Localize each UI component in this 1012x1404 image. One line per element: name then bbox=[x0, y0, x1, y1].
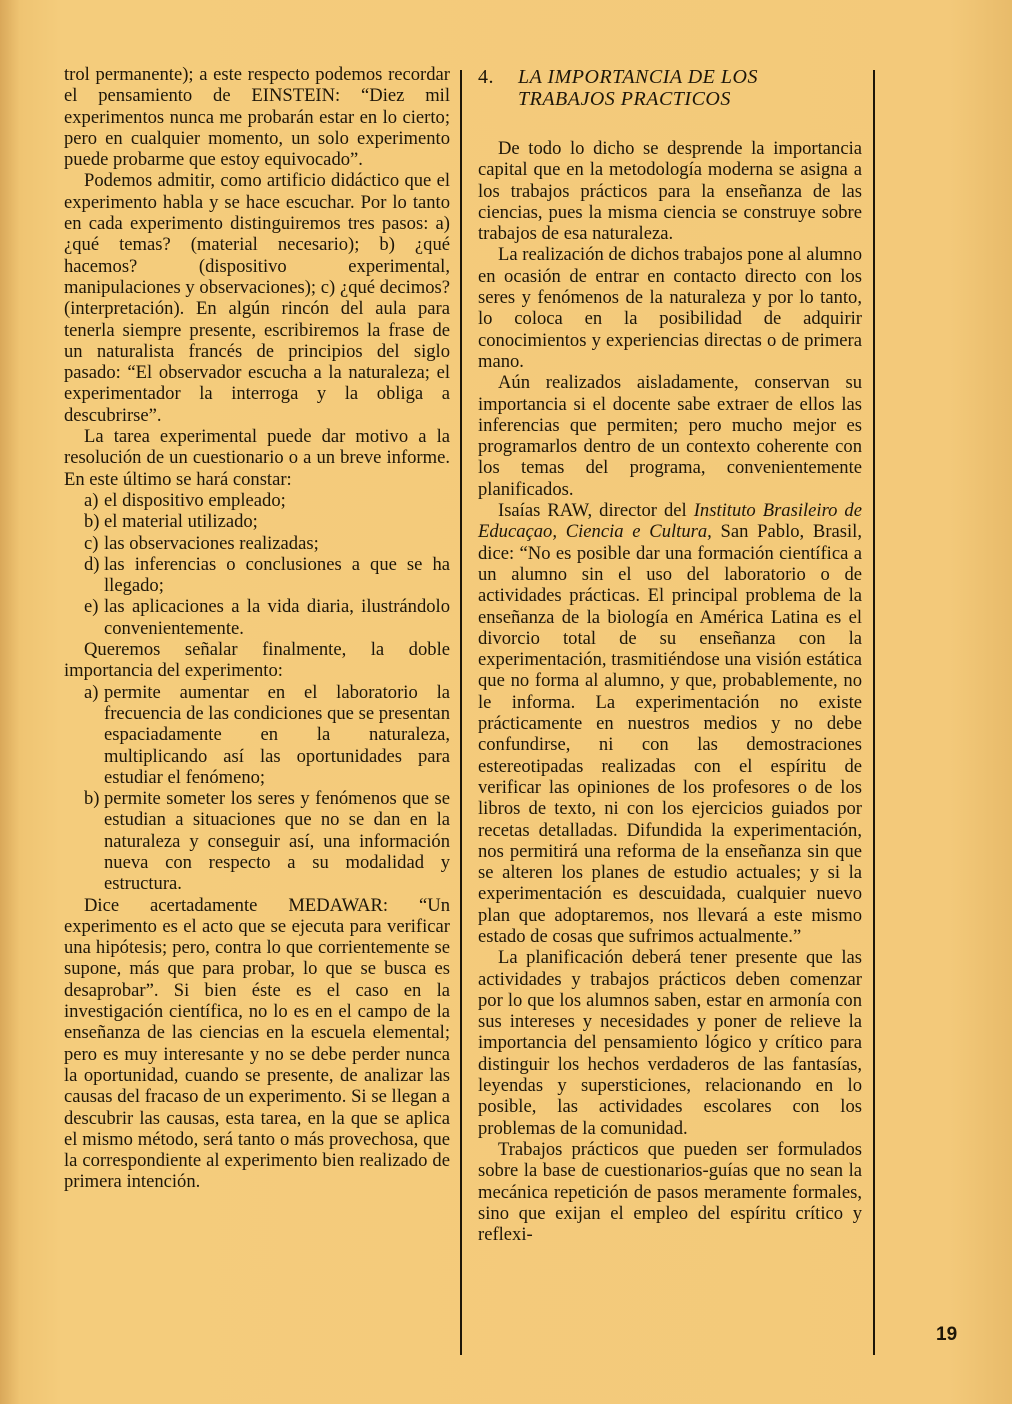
column-divider bbox=[460, 70, 462, 1355]
report-items-list bbox=[64, 490, 450, 639]
list-item bbox=[64, 490, 450, 511]
section-number: 4. bbox=[478, 66, 494, 88]
list-item bbox=[64, 682, 450, 788]
list-text: permite aumentar en el laboratorio la frecuencia de las condiciones que se presentan espaciadamente en la naturaleza, multiplicando así las oportunidades para estudiar el fenómeno; bbox=[104, 681, 450, 788]
heading-line: LA IMPORTANCIA DE LOS bbox=[518, 66, 758, 88]
paragraph: La realización de dichos trabajos pone al alumno en ocasión de entrar en contacto directo con los seres y fenómenos de la naturaleza y por lo tanto, lo coloca en la posibilidad de adquirir conocimientos y experiencias directas o de primera mano. bbox=[478, 244, 862, 372]
list-label: b) bbox=[84, 511, 100, 533]
list-label: a) bbox=[84, 489, 99, 511]
right-column bbox=[478, 64, 862, 1245]
importance-list bbox=[64, 682, 450, 895]
list-text: permite someter los seres y fenómenos que se estudian a situaciones que no se dan en la naturaleza y conseguir así, una información nueva con respecto a su modalidad y estructura. bbox=[104, 788, 450, 895]
paragraph: Trabajos prácticos que pueden ser formulados sobre la base de cuestionarios-guías que no sean la mecánica repetición de pasos meramente formales, sino que exijan el empleo del espíritu crítico y reflexi- bbox=[478, 1138, 862, 1246]
paragraph: La tarea experimental puede dar motivo a la resolución de un cuestionario o a un breve informe. En este último se hará constar: bbox=[64, 426, 450, 490]
list-label: d) bbox=[84, 553, 100, 575]
list-text: las inferencias o conclusiones a que se ha llegado; bbox=[104, 553, 450, 597]
list-item bbox=[64, 511, 450, 532]
list-text: las aplicaciones a la vida diaria, ilustrándolo convenientemente. bbox=[104, 596, 450, 639]
institute-name: Instituto Brasileiro de Educaçao, Ciencia e Cultura, bbox=[478, 500, 862, 543]
paragraph: De todo lo dicho se desprende la importancia capital que en la metodología moderna se asigna a los trabajos prácticos para la enseñanza de las ciencias, pues la misma ciencia se construye sobre trabajos de esa naturaleza. bbox=[478, 138, 862, 245]
heading-line: TRABAJOS PRACTICOS bbox=[518, 88, 731, 110]
list-item bbox=[64, 596, 450, 639]
paragraph: Podemos admitir, como artificio didáctico que el experimento habla y se hace escuchar. Por lo tanto en cada experimento distinguiremos tres pasos: a) ¿qué temas? (material necesario); b) ¿qué hacemos? (dispositivo experimental, manipulaciones y observaciones); c) ¿qué decimos? (interpretación). En algún rincón del aula para tenerla siempre presente, escribiremos la frase de un naturalista francés de principios del siglo pasado: “El observador escucha a la naturaleza; el experimentador la interroga y la obliga a descubrirse”. bbox=[64, 170, 450, 426]
list-label: c) bbox=[84, 532, 99, 554]
list-text: el dispositivo empleado; bbox=[104, 489, 286, 511]
text-run: San Pablo, Brasil, dice: “No es posible dar una formación científica a un alumno sin el uso del laboratorio o de actividades prácticas. El principal problema de la enseñanza de la biología en América Latina es el divorcio total de su enseñanza con la experimentación, trasmitiéndose una visión estática que no forma al alumno, y que, probablemente, no le informa. La experimentación no existe prácticamente en nuestros medios y no debe confundirse, ni con las demostraciones estereotipadas realizadas con el espíritu de verificar las opiniones de los profesores o de los libros de texto, ni con los ejercicios guiados por recetas detalladas. Difundida la experimentación, nos permitirá una reforma de la enseñanza sin que se alteren los planes de estudio actuales; y si la experimentación es descuidada, cualquier nuevo plan que adoptaremos, nos llevará a este mismo estado de cosas que sufrimos actualmente.” bbox=[478, 521, 862, 947]
text-run: Isaías RAW, director del bbox=[498, 500, 694, 522]
list-label: b) bbox=[84, 788, 100, 810]
paragraph: trol permanente); a este respecto podemos recordar el pensamiento de EINSTEIN: “Diez mil experimentos nunca me probarán estar en lo cierto; pero en cualquier momento, un solo experimento puede probarme que estoy equivocado”. bbox=[64, 64, 450, 171]
paragraph: La planificación deberá tener presente que las actividades y trabajos prácticos deben comenzar por lo que los alumnos saben, estar en armonía con sus intereses y necesidades y poner de relieve la importancia del pensamiento lógico y crítico para distinguir los hechos verdaderos de las fantasías, leyendas y supersticiones, relacionando en lo posible, las actividades escolares con los problemas de la comunidad. bbox=[478, 947, 862, 1139]
page-number: 19 bbox=[936, 1324, 958, 1345]
paragraph bbox=[478, 500, 862, 947]
left-column bbox=[64, 64, 450, 1193]
paragraph: Queremos señalar finalmente, la doble importancia del experimento: bbox=[64, 639, 450, 682]
section-heading bbox=[478, 66, 862, 110]
list-text: el material utilizado; bbox=[104, 511, 258, 533]
list-label: e) bbox=[84, 596, 99, 618]
list-item bbox=[64, 554, 450, 597]
list-label: a) bbox=[84, 681, 99, 703]
list-text: las observaciones realizadas; bbox=[104, 532, 319, 554]
list-item bbox=[64, 533, 450, 554]
paragraph: Aún realizados aisladamente, conservan su importancia si el docente sabe extraer de ellos las inferencias que permiten; pero mucho mejor es programarlos dentro de un contexto coherente con los temas del programa, convenientemente planificados. bbox=[478, 372, 862, 500]
list-item bbox=[64, 788, 450, 894]
paragraph: Dice acertadamente MEDAWAR: “Un experimento es el acto que se ejecuta para verificar una hipótesis; pero, contra lo que corrientemente se supone, más que para probar, lo que se busca es desaprobar”. Si bien éste es el caso en la investigación científica, no lo es en el campo de la enseñanza de las ciencias en la escuela elemental; pero es muy interesante y no se debe perder nunca la oportunidad, cuando se presente, de analizar las causas del fracaso de un experimento. Si se llegan a descubrir las causas, esta tarea, en la que se aplica el mismo método, será tanto o más provechosa, que la correspondiente al experimento bien realizado de primera intención. bbox=[64, 894, 450, 1193]
right-column-border bbox=[873, 70, 875, 1355]
